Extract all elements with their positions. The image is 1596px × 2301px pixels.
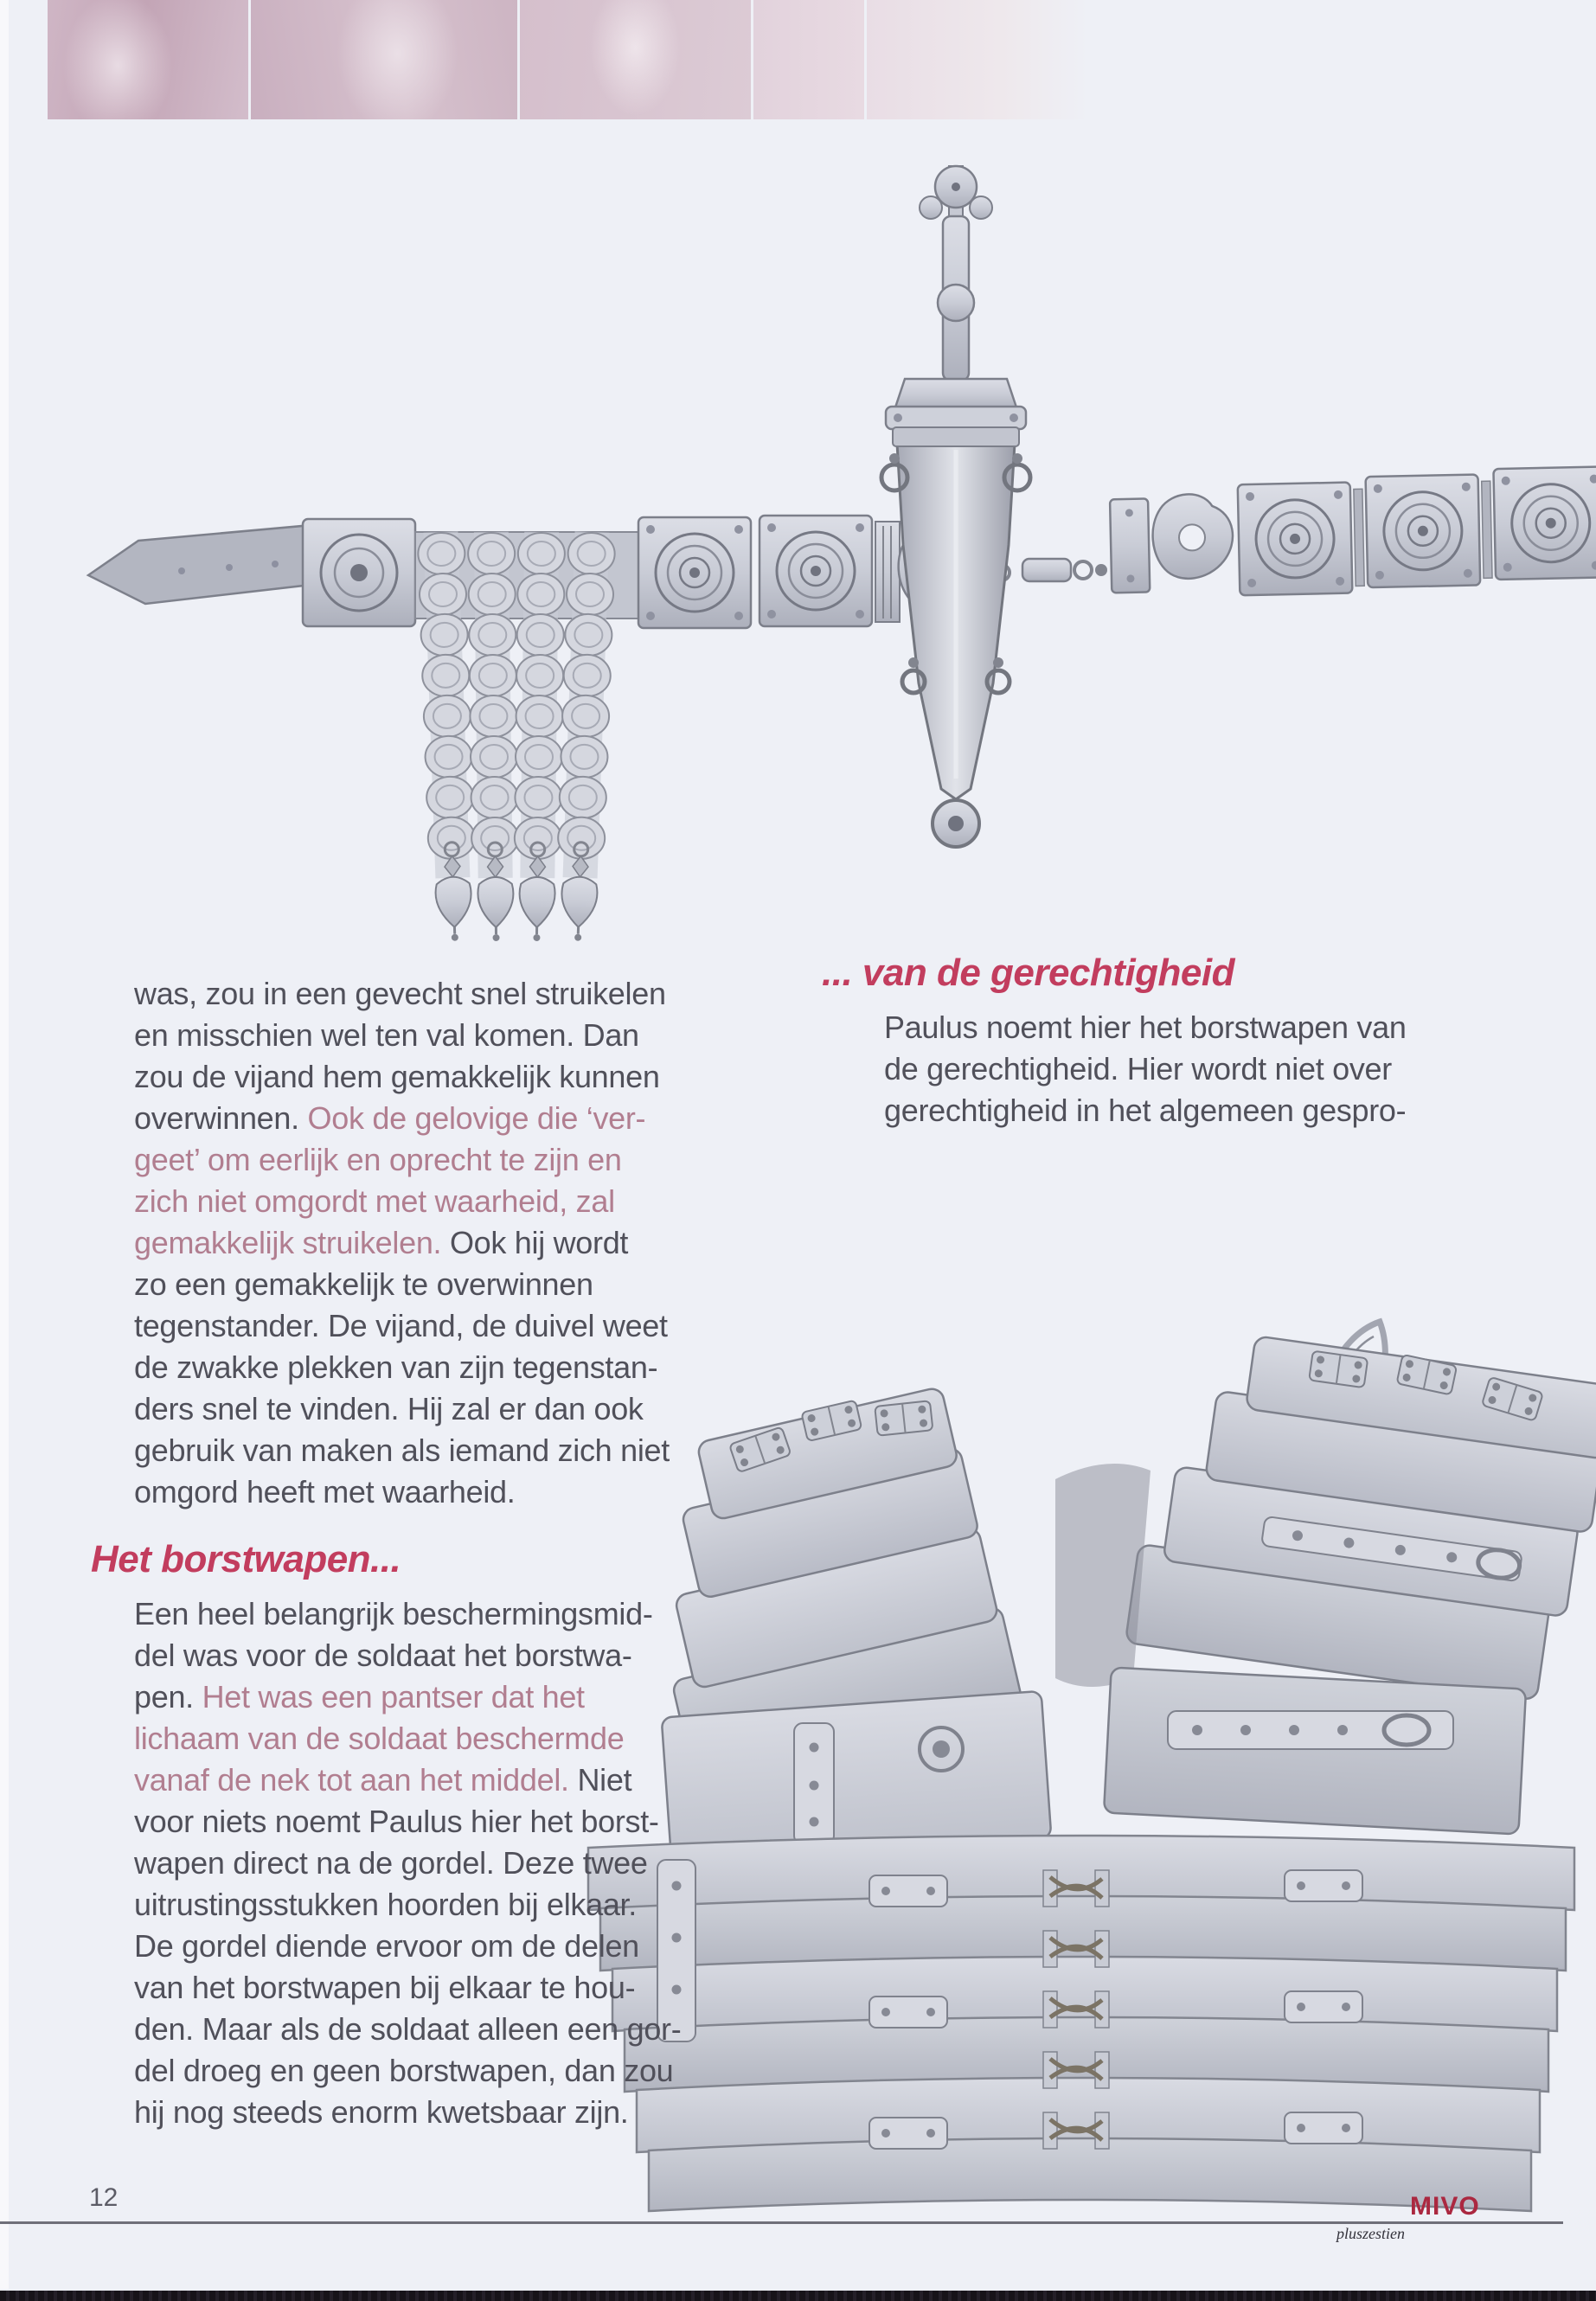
text-line [134, 2009, 800, 2050]
brand-tagline: pluszestien [1336, 2225, 1405, 2242]
text-line [134, 1926, 800, 1967]
text-segment: zou de vijand hem gemakkelijk kunnen [134, 1059, 660, 1094]
text-segment: Ook de gelovige die ‘ver- [307, 1100, 646, 1136]
text-segment: omgord heeft met waarheid. [134, 1474, 516, 1509]
text-segment: zo een gemakkelijk te overwinnen [134, 1266, 593, 1302]
text-segment: tegenstander. De vijand, de duivel weet [134, 1308, 668, 1343]
text-segment: vanaf de nek tot aan het middel. [134, 1762, 578, 1798]
text-segment: gerechtigheid in het algemeen gespro- [884, 1093, 1407, 1128]
text-line [134, 1015, 800, 1056]
text-segment: Het was een pantser dat het [202, 1679, 585, 1715]
text-segment: de zwakke plekken van zijn tegenstan- [134, 1349, 658, 1385]
right-column-paragraph [884, 1007, 1481, 1131]
text-segment: lichaam van de soldaat beschermde [134, 1721, 625, 1756]
text-segment: van het borstwapen bij elkaar te hou- [134, 1970, 636, 2005]
text-segment: geet’ om eerlijk en oprecht te zijn en [134, 1142, 622, 1177]
armor-right-shoulder [1125, 1322, 1596, 1705]
text-segment: del droeg en geen borstwapen, dan zou [134, 2053, 674, 2088]
armor-neck-opening [1055, 1464, 1151, 1687]
text-segment: uitrustingsstukken hoorden bij elkaar. [134, 1887, 637, 1922]
text-line [884, 1007, 1481, 1048]
text-segment: Niet [577, 1762, 632, 1798]
text-segment: ders snel te vinden. Hij zal er dan ook [134, 1391, 644, 1426]
text-line [134, 1056, 800, 1098]
text-segment: de gerechtigheid. Hier wordt niet over [884, 1051, 1392, 1086]
section-heading-gerechtigheid: ... van de gerechtigheid [822, 952, 1235, 994]
text-segment: en misschien wel ten val komen. Dan [134, 1017, 639, 1053]
text-segment: voor niets noemt Paulus hier het borst- [134, 1804, 659, 1839]
footer-rule [0, 2221, 1563, 2224]
text-line [134, 1471, 800, 1513]
dagger-with-scabbard [881, 166, 1107, 847]
text-segment: wapen direct na de gordel. Deze twee [134, 1845, 648, 1881]
text-segment: Paulus noemt hier het borstwapen van [884, 1009, 1407, 1045]
text-line [134, 1759, 800, 1801]
text-segment: Een heel belangrijk beschermingsmid- [134, 1596, 653, 1631]
text-line [134, 1388, 800, 1430]
text-segment: Ook hij wordt [449, 1225, 629, 1260]
text-line [134, 1676, 800, 1718]
text-segment: den. Maar als de soldaat alleen een gor- [134, 2011, 682, 2047]
scan-edge-bar [0, 2291, 1596, 2301]
left-column-paragraph-2 [134, 1593, 800, 2133]
text-line [134, 2050, 800, 2092]
text-segment: pen. [134, 1679, 202, 1715]
text-line [134, 1098, 800, 1139]
text-line [134, 1801, 800, 1843]
text-line [134, 973, 800, 1015]
page-left-edge [0, 0, 9, 2289]
text-segment: hij nog steeds enorm kwetsbaar zijn. [134, 2094, 629, 2130]
text-line [134, 1264, 800, 1305]
belt-right-run [1110, 466, 1596, 598]
page-number: 12 [89, 2183, 119, 2212]
text-line [134, 1222, 800, 1264]
text-line [134, 1430, 800, 1471]
left-column-paragraph-1 [134, 973, 800, 1513]
text-line [134, 1139, 800, 1181]
text-segment: overwinnen. [134, 1100, 308, 1136]
text-segment: zich niet omgordt met waarheid, zal [134, 1183, 615, 1219]
brand-logo: MIVO [1410, 2192, 1480, 2221]
text-line [134, 1305, 800, 1347]
text-line [884, 1090, 1481, 1131]
text-segment: De gordel diende ervoor om de delen [134, 1928, 639, 1964]
text-segment: gemakkelijk struikelen. [134, 1225, 450, 1260]
text-segment: gebruik van maken als iemand zich niet [134, 1433, 670, 1468]
text-line [134, 1967, 800, 2009]
belt-and-dagger-illustration [52, 87, 1596, 1064]
text-line [884, 1048, 1481, 1090]
text-segment: del was voor de soldaat het borstwa- [134, 1638, 632, 1673]
text-line [134, 1884, 800, 1926]
section-heading-borstwapen: Het borstwapen... [91, 1538, 401, 1580]
text-line [134, 1635, 800, 1676]
text-line [134, 1843, 800, 1884]
text-line [134, 1181, 800, 1222]
text-line [134, 1593, 800, 1635]
text-line [134, 1718, 800, 1759]
text-line [134, 2092, 800, 2133]
text-segment: was, zou in een gevecht snel struikelen [134, 976, 666, 1011]
text-line [134, 1347, 800, 1388]
